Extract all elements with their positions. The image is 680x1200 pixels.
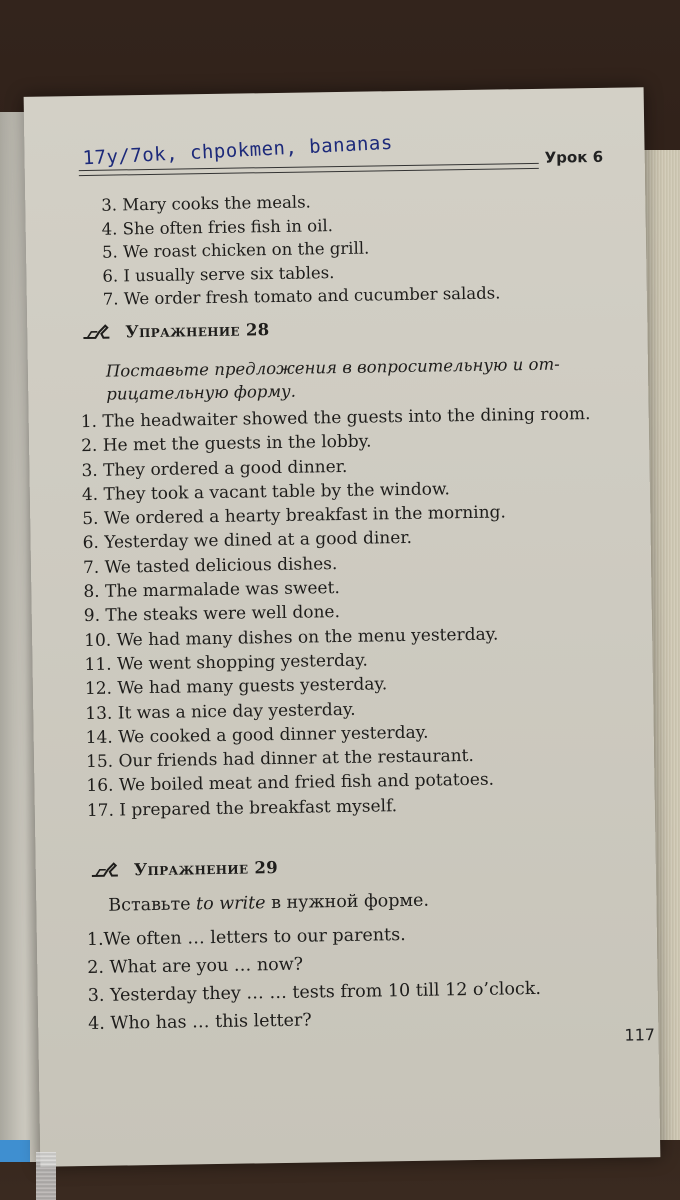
list-item: 4. Who has … this letter? — [88, 1010, 312, 1035]
bookmark-ribbon — [36, 1152, 56, 1200]
list-item: 15. Our friends had dinner at the restaurant. — [85, 746, 474, 773]
list-item: 3. Yesterday they … … tests from 10 till 12 o’clock. — [87, 978, 542, 1007]
list-item: 2. He met the guests in the lobby. — [80, 431, 372, 457]
list-item: 8. The marmalade was sweet. — [83, 578, 340, 603]
instruction-line: рицательную форму. — [106, 381, 297, 404]
writing-hand-icon — [90, 860, 120, 880]
continued-list — [101, 187, 500, 311]
exercise-29-heading — [90, 857, 278, 880]
list-item: 2. What are you … now? — [87, 954, 304, 979]
instruction-line: Поставьте предложения в вопросительную и от- — [105, 354, 560, 381]
list-item: 1.We often … letters to our parents. — [86, 925, 406, 951]
list-item: 9. The steaks were well done. — [83, 602, 341, 627]
list-item: 12. We had many guests yesterday. — [84, 674, 388, 700]
exercise-28-instruction — [106, 352, 607, 406]
page-number: 117 — [624, 1025, 656, 1045]
blue-cover-corner — [0, 1140, 30, 1162]
list-item: 10. We had many dishes on the menu yesterday. — [84, 624, 499, 651]
book-page — [24, 87, 661, 1167]
exercise-29-list — [87, 919, 542, 1038]
list-item: 3. They ordered a good dinner. — [81, 456, 348, 481]
list-item: 14. We cooked a good dinner yesterday. — [85, 722, 429, 748]
instruction-text: в нужной форме. — [265, 890, 430, 914]
instruction-text: Вставьте — [108, 894, 197, 916]
list-item: 5. We roast chicken on the grill. — [101, 238, 370, 262]
list-item: 4. She often fries fish in oil. — [101, 215, 334, 239]
list-item: 5. We ordered a hearty breakfast in the morning. — [82, 502, 507, 530]
list-item: 7. We tasted delicious dishes. — [82, 553, 338, 578]
list-item: 3. Mary cooks the meals. — [101, 192, 311, 215]
list-item: 6. Yesterday we dined at a good diner. — [82, 528, 413, 554]
writing-hand-icon — [81, 322, 111, 342]
list-item: 11. We went shopping yesterday. — [84, 650, 368, 676]
exercise-29-title: Упражнение 29 — [133, 857, 279, 879]
exercise-28-list — [81, 402, 597, 823]
list-item: 13. It was a nice day yesterday. — [85, 699, 356, 724]
list-item: 7. We order fresh tomato and cucumber salads. — [102, 283, 501, 309]
list-item: 4. They took a vacant table by the window. — [81, 479, 450, 505]
list-item: 6. I usually serve six tables. — [102, 262, 335, 286]
instruction-verb: to write — [195, 893, 266, 915]
list-item: 17. I prepared the breakfast myself. — [86, 795, 398, 821]
exercise-28-title: Упражнение 28 — [125, 319, 270, 341]
exercise-29-instruction — [108, 891, 429, 916]
list-item: 1. The headwaiter showed the guests into the dining room. — [80, 404, 591, 433]
handwritten-note: 17y/7ok, chpokmen, bananas — [82, 131, 394, 170]
page-content — [24, 87, 661, 1167]
exercise-28-heading — [81, 319, 269, 342]
lesson-heading: Урок 6 — [544, 147, 604, 167]
list-item: 16. We boiled meat and fried fish and potatoes. — [86, 770, 495, 797]
